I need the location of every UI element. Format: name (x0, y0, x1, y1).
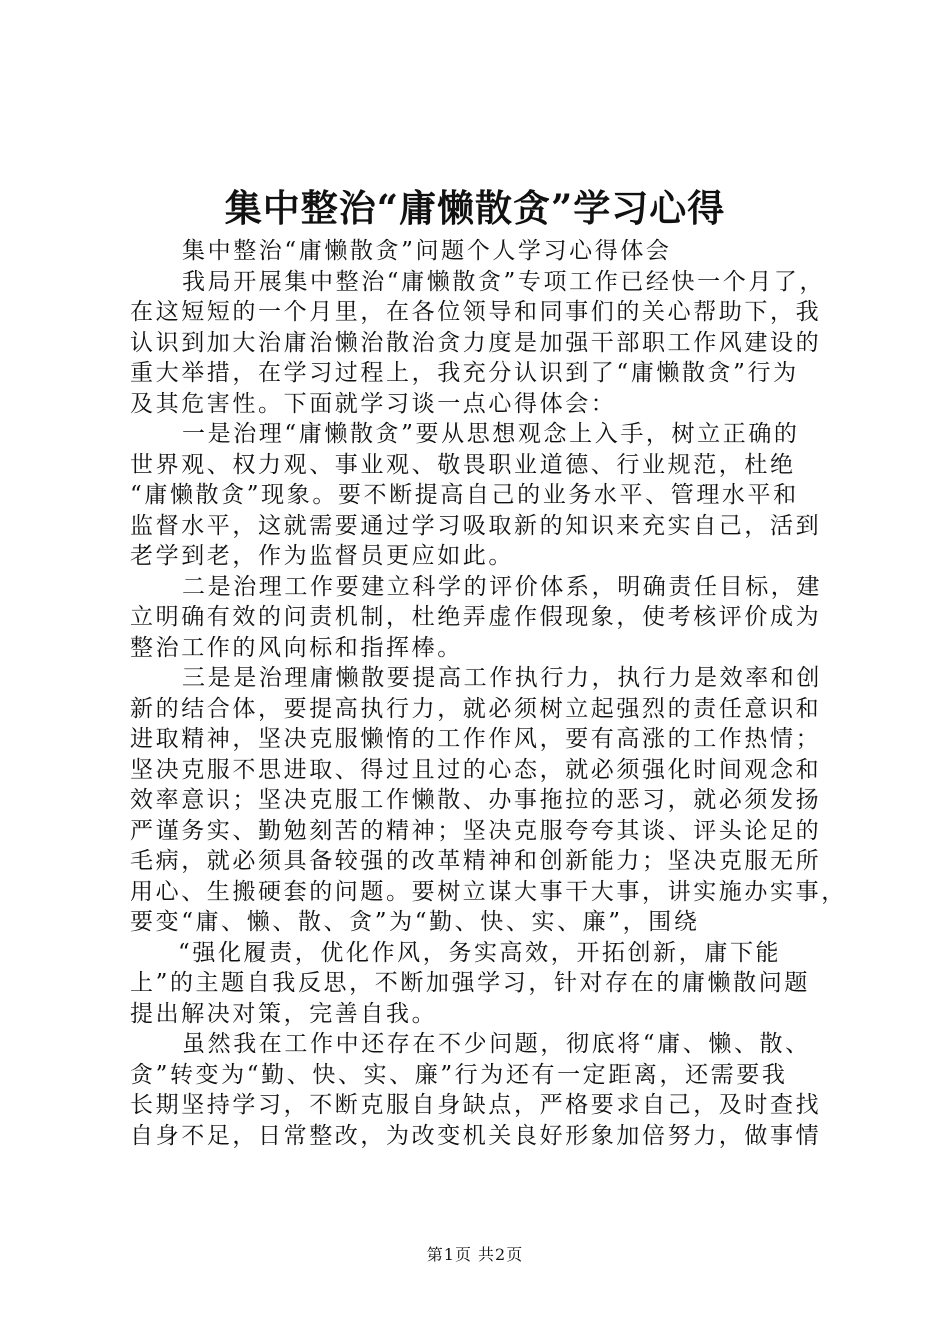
page-number-footer: 第1页 共2页 (426, 1245, 524, 1264)
document-body (130, 236, 847, 1151)
paragraph-line: 一是治理“庸懒散贪”要从思想观念上入手，树立正确的 (182, 421, 800, 447)
paragraph-line: 新的结合体，要提高执行力，就必须树立起强烈的责任意识和 (130, 695, 822, 722)
paragraph-line: 认识到加大治庸治懒治散治贪力度是加强干部职工作风建设的 (130, 329, 822, 356)
paragraph-line: 虽然我在工作中还存在不少问题，彻底将“庸、懒、散、 (182, 1031, 811, 1057)
paragraph-line: 自身不足，日常整改，为改变机关良好形象加倍努力，做事情 (130, 1122, 822, 1149)
paragraph-line: 用心、生搬硬套的问题。要树立谋大事干大事，讲实施办实事， (130, 878, 847, 905)
paragraph-line: 长期坚持学习，不断克服自身缺点，严格要求自己，及时查找 (130, 1092, 822, 1118)
paragraph-line: 整治工作的风向标和指挥棒。 (130, 634, 463, 661)
paragraph-line: 效率意识；坚决克服工作懒散、办事拖拉的恶习，就必须发扬 (130, 787, 822, 813)
paragraph-line: 要变“庸、懒、散、贪”为“勤、快、实、廉”，围绕 (130, 909, 700, 935)
paragraph-line: 坚决克服不思进取、得过且过的心态，就必须强化时间观念和 (130, 756, 822, 783)
paragraph-line: 贪”转变为“勤、快、实、廉”行为还有一定距离，还需要我 (130, 1061, 788, 1088)
paragraph-line: 三是是治理庸懒散要提高工作执行力，执行力是效率和创 (182, 665, 822, 691)
paragraph-line: 世界观、权力观、事业观、敬畏职业道德、行业规范，杜绝 (130, 451, 796, 478)
paragraph-line: 严谨务实、勤勉刻苦的精神；坚决克服夸夸其谈、评头论足的 (130, 817, 822, 844)
paragraph-line: 重大举措，在学习过程上，我充分认识到了“庸懒散贪”行为 (130, 360, 799, 386)
paragraph-line: 立明确有效的问责机制，杜绝弄虚作假现象，使考核评价成为 (130, 604, 822, 630)
paragraph-line: “强化履责，优化作风，务实高效，开拓创新，庸下能 (178, 939, 782, 966)
subtitle-line: 集中整治“庸懒散贪”问题个人学习心得体会 (182, 238, 672, 264)
document-title: 集中整治“庸懒散贪”学习心得 (224, 186, 726, 230)
paragraph-line: 监督水平，这就需要通过学习吸取新的知识来充实自己，活到 (130, 512, 822, 539)
paragraph-line: 提出解决对策，完善自我。 (130, 1000, 438, 1027)
paragraph-line: 老学到老，作为监督员更应如此。 (130, 543, 514, 569)
paragraph-line: 二是治理工作要建立科学的评价体系，明确责任目标，建 (182, 573, 822, 600)
paragraph-line: 毛病，就必须具备较强的改革精神和创新能力；坚决克服无所 (130, 848, 822, 874)
paragraph-line: 及其危害性。下面就学习谈一点心得体会： (130, 390, 617, 417)
paragraph-line: “庸懒散贪”现象。要不断提高自己的业务水平、管理水平和 (130, 482, 799, 508)
paragraph-line: 在这短短的一个月里，在各位领导和同事们的关心帮助下，我 (130, 299, 822, 325)
paragraph-line: 上”的主题自我反思，不断加强学习，针对存在的庸懒散问题 (130, 970, 810, 996)
paragraph-line: 进取精神，坚决克服懒惰的工作作风，要有高涨的工作热情； (130, 726, 822, 752)
paragraph-line: 我局开展集中整治“庸懒散贪”专项工作已经快一个月了， (182, 268, 826, 295)
